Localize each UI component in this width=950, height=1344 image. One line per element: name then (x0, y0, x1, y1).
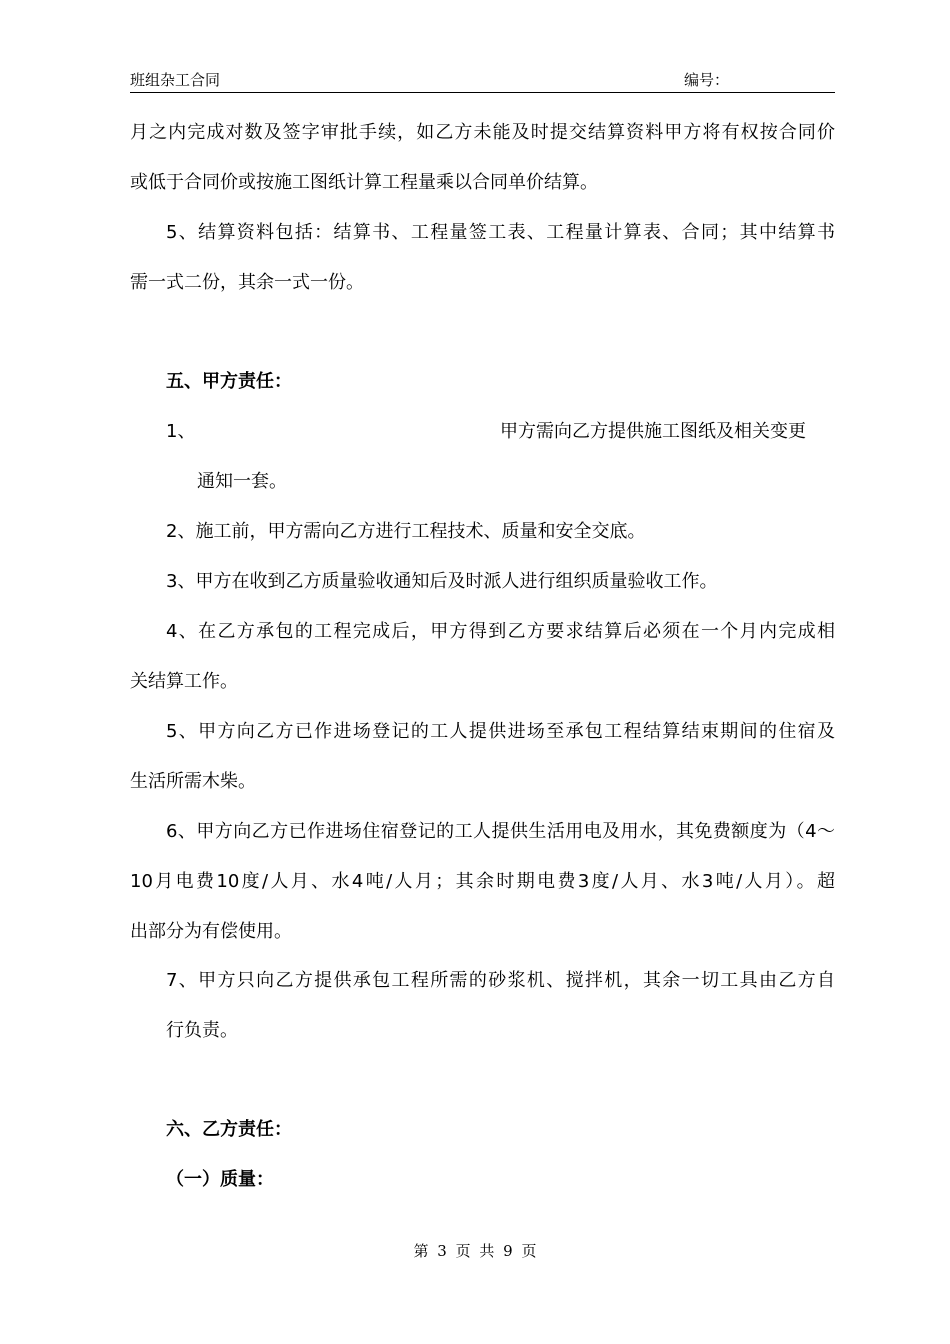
list-item: 5、甲方向乙方已作进场登记的工人提供进场至承包工程结算结束期间的住宿及 (166, 721, 835, 742)
header-number-label: 编号： (684, 71, 730, 89)
header-title: 班组杂工合同 (130, 71, 221, 89)
paragraph-line: 出部分为有偿使用。 (130, 921, 292, 942)
list-item (0, 417, 950, 447)
list-item: 7、甲方只向乙方提供承包工程所需的砂浆机、搅拌机，其余一切工具由乙方自 (166, 970, 835, 991)
paragraph-line: 或低于合同价或按施工图纸计算工程量乘以合同单价结算。 (130, 172, 598, 193)
paragraph-line: 生活所需木柴。 (130, 771, 256, 792)
paragraph-line: 通知一套。 (197, 471, 287, 492)
list-item-text: 甲方需向乙方提供施工图纸及相关变更 (500, 421, 806, 442)
section-heading: 五、甲方责任： (166, 371, 292, 392)
paragraph-line: 5、结算资料包括：结算书、工程量签工表、工程量计算表、合同；其中结算书 (166, 222, 835, 243)
page-footer: 第 3 页 共 9 页 (413, 1242, 537, 1260)
paragraph-line: 月之内完成对数及签字审批手续，如乙方未能及时提交结算资料甲方将有权按合同价 (130, 122, 835, 143)
section-heading: 六、乙方责任： (166, 1119, 292, 1140)
list-item: 3、甲方在收到乙方质量验收通知后及时派人进行组织质量验收工作。 (166, 571, 718, 592)
list-item-number: 1、 (166, 421, 196, 442)
paragraph-line: 10月电费10度/人月、水4吨/人月；其余时期电费3度/人月、水3吨/人月）。超 (130, 871, 835, 892)
paragraph-line: 需一式二份，其余一式一份。 (130, 272, 364, 293)
paragraph-line: 行负责。 (166, 1020, 238, 1041)
subsection-heading: （一）质量： (166, 1169, 274, 1190)
page-header (130, 66, 835, 93)
list-item: 6、甲方向乙方已作进场住宿登记的工人提供生活用电及用水，其免费额度为（4～ (166, 821, 835, 842)
list-item: 2、施工前，甲方需向乙方进行工程技术、质量和安全交底。 (166, 521, 646, 542)
list-item: 4、在乙方承包的工程完成后，甲方得到乙方要求结算后必须在一个月内完成相 (166, 621, 835, 642)
paragraph-line: 关结算工作。 (130, 671, 238, 692)
